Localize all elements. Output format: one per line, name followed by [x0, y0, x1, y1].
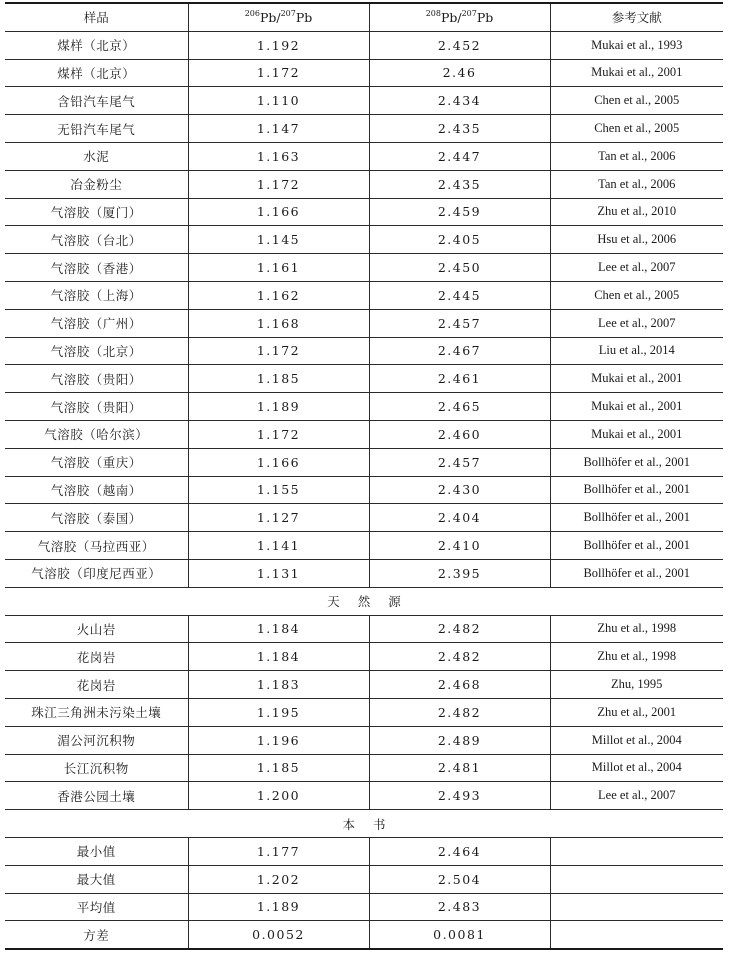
anthropogenic-sample-cell: 气溶胶（印度尼西亚）: [5, 559, 188, 587]
anthropogenic-reference-cell: Bollhöfer et al., 2001: [550, 532, 723, 560]
table-row: [5, 309, 723, 337]
book-sample-cell: 方差: [5, 921, 188, 949]
anthropogenic-sample-cell: 冶金粉尘: [5, 170, 188, 198]
anthropogenic-sample-cell: 气溶胶（越南）: [5, 476, 188, 504]
anthropogenic-sample-cell: 煤样（北京）: [5, 59, 188, 87]
natural-sample-cell: 长江沉积物: [5, 754, 188, 782]
natural-ratio-208-207-cell: 2.489: [369, 726, 550, 754]
natural-reference-cell: Millot et al., 2004: [550, 754, 723, 782]
anthropogenic-ratio-206-207-cell: 1.163: [188, 142, 369, 170]
anthropogenic-ratio-206-207-cell: 1.172: [188, 59, 369, 87]
this-book-section-row: [5, 810, 723, 838]
header-ratio-206-207: [188, 3, 369, 31]
book-sample-cell: 最小值: [5, 837, 188, 865]
anthropogenic-ratio-208-207-cell: 2.450: [369, 254, 550, 282]
anthropogenic-reference-cell: Lee et al., 2007: [550, 254, 723, 282]
table-row: [5, 865, 723, 893]
natural-sample-cell: 花岗岩: [5, 671, 188, 699]
book-sample-cell: 最大值: [5, 865, 188, 893]
anthropogenic-ratio-208-207-cell: 2.435: [369, 170, 550, 198]
natural-reference-cell: Lee et al., 2007: [550, 782, 723, 810]
anthropogenic-sample-cell: 含铅汽车尾气: [5, 87, 188, 115]
anthropogenic-ratio-206-207-cell: 1.166: [188, 448, 369, 476]
natural-reference-cell: Zhu et al., 2001: [550, 698, 723, 726]
anthropogenic-ratio-206-207-cell: 1.172: [188, 337, 369, 365]
header-row: [5, 3, 723, 31]
anthropogenic-reference-cell: Mukai et al., 2001: [550, 59, 723, 87]
natural-ratio-208-207-cell: 2.468: [369, 671, 550, 699]
table-row: [5, 921, 723, 949]
anthropogenic-ratio-208-207-cell: 2.410: [369, 532, 550, 560]
anthropogenic-reference-cell: Bollhöfer et al., 2001: [550, 448, 723, 476]
anthropogenic-ratio-208-207-cell: 2.430: [369, 476, 550, 504]
table-row: [5, 615, 723, 643]
table-row: [5, 448, 723, 476]
book-reference-cell: [550, 837, 723, 865]
anthropogenic-ratio-208-207-cell: 2.434: [369, 87, 550, 115]
anthropogenic-ratio-208-207-cell: 2.465: [369, 393, 550, 421]
table-row: [5, 476, 723, 504]
table-row: [5, 504, 723, 532]
anthropogenic-reference-cell: Tan et al., 2006: [550, 142, 723, 170]
anthropogenic-ratio-206-207-cell: 1.110: [188, 87, 369, 115]
anthropogenic-ratio-208-207-cell: 2.461: [369, 365, 550, 393]
anthropogenic-ratio-206-207-cell: 1.161: [188, 254, 369, 282]
book-reference-cell: [550, 865, 723, 893]
natural-source-section-label: 天然源: [5, 587, 723, 615]
anthropogenic-ratio-208-207-cell: 2.457: [369, 309, 550, 337]
anthropogenic-reference-cell: Bollhöfer et al., 2001: [550, 559, 723, 587]
natural-ratio-208-207-cell: 2.493: [369, 782, 550, 810]
anthropogenic-ratio-206-207-cell: 1.189: [188, 393, 369, 421]
anthropogenic-ratio-208-207-cell: 2.457: [369, 448, 550, 476]
table-row: [5, 532, 723, 560]
anthropogenic-ratio-208-207-cell: 2.459: [369, 198, 550, 226]
natural-sample-cell: 香港公园土壤: [5, 782, 188, 810]
anthropogenic-ratio-208-207-cell: 2.46: [369, 59, 550, 87]
natural-ratio-206-207-cell: 1.183: [188, 671, 369, 699]
table-row: [5, 643, 723, 671]
header-ratio-208-207-sup-b: 207: [461, 8, 477, 18]
anthropogenic-reference-cell: Chen et al., 2005: [550, 87, 723, 115]
table-row: [5, 420, 723, 448]
anthropogenic-ratio-206-207-cell: 1.185: [188, 365, 369, 393]
anthropogenic-sample-cell: 气溶胶（哈尔滨）: [5, 420, 188, 448]
natural-ratio-208-207-cell: 2.481: [369, 754, 550, 782]
book-ratio-208-207-cell: 2.483: [369, 893, 550, 921]
anthropogenic-ratio-208-207-cell: 2.405: [369, 226, 550, 254]
anthropogenic-reference-cell: Mukai et al., 2001: [550, 365, 723, 393]
natural-sample-cell: 珠江三角洲未污染土壤: [5, 698, 188, 726]
anthropogenic-sample-cell: 无铅汽车尾气: [5, 115, 188, 143]
table-row: [5, 393, 723, 421]
table-row: [5, 115, 723, 143]
anthropogenic-ratio-206-207-cell: 1.166: [188, 198, 369, 226]
anthropogenic-ratio-208-207-cell: 2.467: [369, 337, 550, 365]
header-ratio-208-207-sup-a: 208: [425, 8, 441, 18]
anthropogenic-ratio-208-207-cell: 2.447: [369, 142, 550, 170]
table-row: [5, 671, 723, 699]
anthropogenic-ratio-206-207-cell: 1.192: [188, 31, 369, 59]
anthropogenic-ratio-206-207-cell: 1.172: [188, 420, 369, 448]
natural-ratio-206-207-cell: 1.184: [188, 615, 369, 643]
natural-reference-cell: Zhu et al., 1998: [550, 615, 723, 643]
natural-sample-cell: 湄公河沉积物: [5, 726, 188, 754]
table-row: [5, 87, 723, 115]
anthropogenic-reference-cell: Liu et al., 2014: [550, 337, 723, 365]
natural-source-section-row: [5, 587, 723, 615]
anthropogenic-sample-cell: 气溶胶（贵阳）: [5, 393, 188, 421]
table-row: [5, 782, 723, 810]
natural-sample-cell: 火山岩: [5, 615, 188, 643]
anthropogenic-ratio-206-207-cell: 1.155: [188, 476, 369, 504]
lead-isotope-table: [5, 2, 723, 950]
header-ratio-206-207-sup-a: 206: [244, 8, 260, 18]
table-row: [5, 837, 723, 865]
table-row: [5, 893, 723, 921]
natural-ratio-206-207-cell: 1.185: [188, 754, 369, 782]
natural-reference-cell: Zhu, 1995: [550, 671, 723, 699]
anthropogenic-ratio-208-207-cell: 2.460: [369, 420, 550, 448]
table-row: [5, 754, 723, 782]
header-ratio-208-207-a: Pb/: [440, 9, 462, 25]
anthropogenic-sample-cell: 气溶胶（台北）: [5, 226, 188, 254]
anthropogenic-reference-cell: Chen et al., 2005: [550, 115, 723, 143]
natural-ratio-206-207-cell: 1.195: [188, 698, 369, 726]
anthropogenic-ratio-208-207-cell: 2.435: [369, 115, 550, 143]
anthropogenic-ratio-208-207-cell: 2.395: [369, 559, 550, 587]
anthropogenic-reference-cell: Hsu et al., 2006: [550, 226, 723, 254]
anthropogenic-sample-cell: 气溶胶（上海）: [5, 281, 188, 309]
anthropogenic-ratio-206-207-cell: 1.172: [188, 170, 369, 198]
table-row: [5, 726, 723, 754]
table-header: [5, 3, 723, 31]
table-row: [5, 337, 723, 365]
anthropogenic-ratio-206-207-cell: 1.145: [188, 226, 369, 254]
table-row: [5, 59, 723, 87]
anthropogenic-ratio-208-207-cell: 2.452: [369, 31, 550, 59]
anthropogenic-sample-cell: 气溶胶（贵阳）: [5, 365, 188, 393]
this-book-section-label: 本书: [5, 810, 723, 838]
table-row: [5, 281, 723, 309]
anthropogenic-reference-cell: Mukai et al., 1993: [550, 31, 723, 59]
anthropogenic-ratio-206-207-cell: 1.131: [188, 559, 369, 587]
table-row: [5, 254, 723, 282]
book-ratio-206-207-cell: 0.0052: [188, 921, 369, 949]
anthropogenic-ratio-208-207-cell: 2.404: [369, 504, 550, 532]
natural-ratio-208-207-cell: 2.482: [369, 698, 550, 726]
anthropogenic-sample-cell: 气溶胶（北京）: [5, 337, 188, 365]
table-row: [5, 365, 723, 393]
header-reference: 参考文献: [550, 3, 723, 31]
anthropogenic-sample-cell: 气溶胶（重庆）: [5, 448, 188, 476]
table-row: [5, 142, 723, 170]
header-ratio-208-207: [369, 3, 550, 31]
table-row: [5, 698, 723, 726]
anthropogenic-ratio-208-207-cell: 2.445: [369, 281, 550, 309]
table-row: [5, 31, 723, 59]
header-ratio-206-207-b: Pb: [295, 9, 313, 25]
book-sample-cell: 平均值: [5, 893, 188, 921]
lead-isotope-table-page: [5, 2, 723, 950]
anthropogenic-ratio-206-207-cell: 1.141: [188, 532, 369, 560]
anthropogenic-sample-cell: 煤样（北京）: [5, 31, 188, 59]
book-ratio-208-207-cell: 2.464: [369, 837, 550, 865]
natural-ratio-206-207-cell: 1.196: [188, 726, 369, 754]
header-ratio-206-207-sup-b: 207: [280, 8, 296, 18]
table-row: [5, 559, 723, 587]
header-ratio-208-207-b: Pb: [476, 9, 494, 25]
natural-ratio-208-207-cell: 2.482: [369, 643, 550, 671]
book-ratio-208-207-cell: 2.504: [369, 865, 550, 893]
anthropogenic-ratio-206-207-cell: 1.162: [188, 281, 369, 309]
book-ratio-206-207-cell: 1.177: [188, 837, 369, 865]
natural-sample-cell: 花岗岩: [5, 643, 188, 671]
anthropogenic-reference-cell: Bollhöfer et al., 2001: [550, 504, 723, 532]
anthropogenic-reference-cell: Lee et al., 2007: [550, 309, 723, 337]
natural-reference-cell: Millot et al., 2004: [550, 726, 723, 754]
natural-ratio-206-207-cell: 1.200: [188, 782, 369, 810]
anthropogenic-reference-cell: Zhu et al., 2010: [550, 198, 723, 226]
book-ratio-206-207-cell: 1.189: [188, 893, 369, 921]
book-ratio-206-207-cell: 1.202: [188, 865, 369, 893]
anthropogenic-sample-cell: 气溶胶（马拉西亚）: [5, 532, 188, 560]
anthropogenic-sample-cell: 气溶胶（泰国）: [5, 504, 188, 532]
natural-ratio-208-207-cell: 2.482: [369, 615, 550, 643]
header-ratio-206-207-a: Pb/: [259, 9, 281, 25]
book-ratio-208-207-cell: 0.0081: [369, 921, 550, 949]
header-sample: 样品: [5, 3, 188, 31]
anthropogenic-reference-cell: Mukai et al., 2001: [550, 420, 723, 448]
anthropogenic-reference-cell: Mukai et al., 2001: [550, 393, 723, 421]
natural-reference-cell: Zhu et al., 1998: [550, 643, 723, 671]
anthropogenic-ratio-206-207-cell: 1.127: [188, 504, 369, 532]
book-reference-cell: [550, 893, 723, 921]
anthropogenic-ratio-206-207-cell: 1.147: [188, 115, 369, 143]
anthropogenic-reference-cell: Tan et al., 2006: [550, 170, 723, 198]
table-row: [5, 198, 723, 226]
book-reference-cell: [550, 921, 723, 949]
anthropogenic-reference-cell: Chen et al., 2005: [550, 281, 723, 309]
table-row: [5, 170, 723, 198]
natural-ratio-206-207-cell: 1.184: [188, 643, 369, 671]
anthropogenic-reference-cell: Bollhöfer et al., 2001: [550, 476, 723, 504]
anthropogenic-sample-cell: 气溶胶（广州）: [5, 309, 188, 337]
table-body: [5, 31, 723, 949]
anthropogenic-sample-cell: 气溶胶（厦门）: [5, 198, 188, 226]
anthropogenic-sample-cell: 水泥: [5, 142, 188, 170]
anthropogenic-sample-cell: 气溶胶（香港）: [5, 254, 188, 282]
anthropogenic-ratio-206-207-cell: 1.168: [188, 309, 369, 337]
table-row: [5, 226, 723, 254]
